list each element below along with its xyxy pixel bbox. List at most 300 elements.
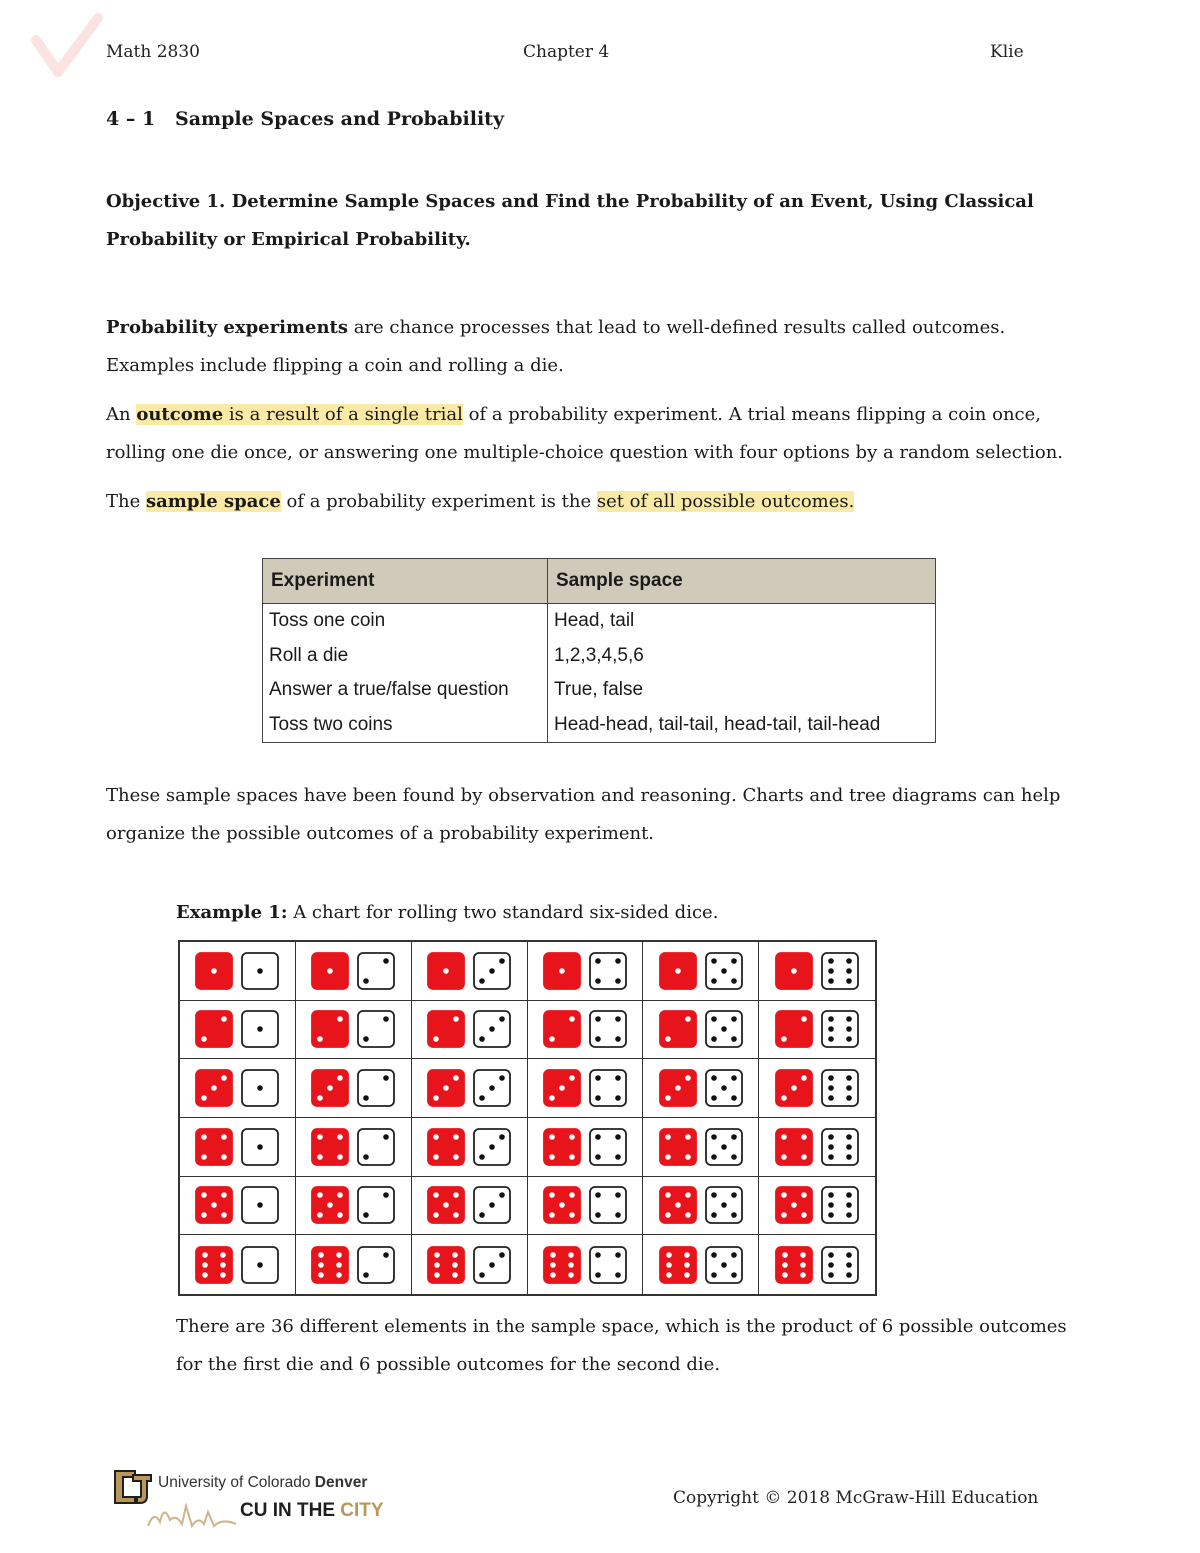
paragraph-conclusion — [176, 1308, 1096, 1384]
pip — [685, 1134, 691, 1140]
pip — [615, 958, 621, 964]
red-die-5 — [775, 1186, 813, 1224]
pip — [489, 1262, 495, 1268]
pip — [731, 1037, 737, 1043]
pip — [684, 1262, 690, 1268]
pip — [782, 1252, 788, 1258]
pip — [212, 1203, 218, 1209]
pip — [258, 1144, 264, 1150]
pip — [711, 978, 717, 984]
dice-outcome-1-4 — [528, 942, 644, 1001]
pip — [452, 1272, 458, 1278]
pip — [846, 1075, 852, 1081]
pip — [665, 1037, 671, 1043]
logo-university-name — [158, 1474, 367, 1492]
pip — [595, 1095, 601, 1101]
example-text: A chart for rolling two standard six-sided dice. — [287, 902, 719, 923]
pip — [828, 1037, 834, 1043]
white-die-1 — [241, 952, 279, 990]
white-die-2 — [357, 1246, 395, 1284]
pip — [685, 1193, 691, 1199]
pip — [383, 1252, 389, 1258]
pip — [258, 1085, 264, 1091]
dice-outcome-6-2 — [296, 1235, 412, 1294]
pip — [489, 1203, 495, 1209]
pip — [202, 1037, 208, 1043]
pip — [433, 1213, 439, 1219]
section-title: 4 – 1 Sample Spaces and Probability — [106, 108, 504, 130]
pip — [721, 1262, 727, 1268]
white-die-4 — [589, 1186, 627, 1224]
red-die-3 — [775, 1069, 813, 1107]
white-die-4 — [589, 952, 627, 990]
pip — [711, 1154, 717, 1160]
pip — [731, 1213, 737, 1219]
pip — [202, 1095, 208, 1101]
pip — [731, 1134, 737, 1140]
dice-outcome-5-6 — [759, 1177, 875, 1236]
pip — [383, 1017, 389, 1023]
red-die-5 — [659, 1186, 697, 1224]
pip — [801, 1193, 807, 1199]
pip — [846, 1037, 852, 1043]
pip — [433, 1037, 439, 1043]
dice-outcome-5-4 — [528, 1177, 644, 1236]
red-die-1 — [427, 952, 465, 990]
pip — [828, 1027, 834, 1033]
pip — [499, 1134, 505, 1140]
pip — [615, 1213, 621, 1219]
pip — [202, 1134, 208, 1140]
pip — [846, 1203, 852, 1209]
red-die-3 — [195, 1069, 233, 1107]
red-die-3 — [311, 1069, 349, 1107]
red-die-3 — [543, 1069, 581, 1107]
pip — [828, 1272, 834, 1278]
pip — [453, 1017, 459, 1023]
pip — [549, 1037, 555, 1043]
pip — [222, 1154, 228, 1160]
pip — [846, 1272, 852, 1278]
experiment-cell: Answer a true/false question — [263, 673, 548, 708]
pip — [568, 1252, 574, 1258]
red-die-4 — [427, 1128, 465, 1166]
pip — [675, 1203, 681, 1209]
pip — [489, 1085, 495, 1091]
white-die-5 — [705, 1186, 743, 1224]
paragraph-text: for the first die and 6 possible outcomes for the second die. — [176, 1354, 721, 1375]
pip — [479, 978, 485, 984]
pip — [685, 1075, 691, 1081]
pip — [615, 1017, 621, 1023]
red-die-6 — [195, 1246, 233, 1284]
dice-outcome-1-2 — [296, 942, 412, 1001]
pip — [731, 958, 737, 964]
white-die-2 — [357, 1069, 395, 1107]
pip — [711, 958, 717, 964]
pip — [665, 1193, 671, 1199]
table-row — [263, 708, 936, 743]
pip — [258, 1203, 264, 1209]
pip — [549, 1095, 555, 1101]
header-course: Math 2830 — [106, 42, 200, 62]
pip — [791, 1203, 797, 1209]
white-die-5 — [705, 1069, 743, 1107]
pip — [568, 1272, 574, 1278]
pip — [711, 1213, 717, 1219]
pip — [222, 1193, 228, 1199]
pip — [489, 968, 495, 974]
pip — [203, 1252, 209, 1258]
pip — [336, 1272, 342, 1278]
paragraph-text: An — [106, 404, 137, 425]
pip — [846, 968, 852, 974]
pip — [434, 1262, 440, 1268]
red-die-6 — [311, 1246, 349, 1284]
sample-space-table — [262, 558, 936, 743]
dice-outcome-5-2 — [296, 1177, 412, 1236]
pip — [258, 1262, 264, 1268]
dice-outcome-2-1 — [180, 1001, 296, 1060]
pip — [782, 1272, 788, 1278]
pip — [453, 1193, 459, 1199]
pip — [327, 1085, 333, 1091]
pip — [550, 1272, 556, 1278]
pip — [781, 1213, 787, 1219]
pip — [711, 1193, 717, 1199]
pip — [443, 1085, 449, 1091]
white-die-2 — [357, 952, 395, 990]
dice-outcome-6-6 — [759, 1235, 875, 1294]
red-die-2 — [659, 1010, 697, 1048]
red-die-1 — [775, 952, 813, 990]
objective-line-2: Probability or Empirical Probability. — [106, 229, 471, 250]
paragraph-text: These sample spaces have been found by observation and reasoning. Charts and tree diagrams can help — [106, 785, 1061, 806]
pip — [595, 958, 601, 964]
highlight-text: set of all possible outcomes. — [596, 491, 855, 512]
pip — [595, 1037, 601, 1043]
pip — [317, 1213, 323, 1219]
paragraph-observation — [106, 777, 1096, 853]
pip — [615, 1154, 621, 1160]
pip — [846, 1213, 852, 1219]
pip — [433, 1134, 439, 1140]
pip — [731, 1075, 737, 1081]
pip — [801, 1213, 807, 1219]
white-die-5 — [705, 1010, 743, 1048]
dice-outcome-6-5 — [643, 1235, 759, 1294]
pip — [615, 978, 621, 984]
pip — [711, 1037, 717, 1043]
pip — [363, 1272, 369, 1278]
objective-line-1: Objective 1. Determine Sample Spaces and Find the Probability of an Event, Using Classical — [106, 191, 1034, 212]
pip — [479, 1095, 485, 1101]
pip — [711, 1075, 717, 1081]
dice-outcome-1-3 — [412, 942, 528, 1001]
pip — [549, 1213, 555, 1219]
red-die-6 — [543, 1246, 581, 1284]
red-die-2 — [427, 1010, 465, 1048]
pip — [781, 1095, 787, 1101]
pip — [711, 1017, 717, 1023]
pip — [731, 1193, 737, 1199]
pip — [453, 1075, 459, 1081]
pip — [731, 1017, 737, 1023]
pip — [203, 1262, 209, 1268]
white-die-2 — [357, 1010, 395, 1048]
pip — [595, 1213, 601, 1219]
pip — [559, 1203, 565, 1209]
pip — [549, 1134, 555, 1140]
dice-outcome-4-5 — [643, 1118, 759, 1177]
paragraph-text: There are 36 different elements in the sample space, which is the product of 6 possible outcomes — [176, 1316, 1067, 1337]
white-die-3 — [473, 1128, 511, 1166]
pip — [222, 1213, 228, 1219]
column-header-sample-space: Sample space — [548, 559, 936, 604]
pip — [569, 1154, 575, 1160]
pip — [828, 978, 834, 984]
pip — [258, 1027, 264, 1033]
dice-outcome-3-6 — [759, 1059, 875, 1118]
pip — [731, 1154, 737, 1160]
red-die-3 — [427, 1069, 465, 1107]
pip — [317, 1037, 323, 1043]
pip — [212, 968, 218, 974]
red-die-4 — [543, 1128, 581, 1166]
pip — [317, 1154, 323, 1160]
red-die-2 — [775, 1010, 813, 1048]
white-die-4 — [589, 1069, 627, 1107]
white-die-3 — [473, 1186, 511, 1224]
pip — [721, 1027, 727, 1033]
dice-outcome-4-6 — [759, 1118, 875, 1177]
paragraph-text: The — [106, 491, 146, 512]
white-die-1 — [241, 1246, 279, 1284]
pip — [685, 1017, 691, 1023]
pip — [202, 1193, 208, 1199]
red-die-4 — [659, 1128, 697, 1166]
pip — [383, 1075, 389, 1081]
table-row — [263, 639, 936, 674]
table-header-row — [263, 559, 936, 604]
red-die-2 — [543, 1010, 581, 1048]
pip — [595, 1252, 601, 1258]
pip — [559, 1085, 565, 1091]
watermark-icon — [28, 10, 108, 82]
pip — [711, 1272, 717, 1278]
dice-outcome-3-2 — [296, 1059, 412, 1118]
paragraph-text: organize the possible outcomes of a probability experiment. — [106, 823, 655, 844]
logo-tagline — [240, 1500, 384, 1522]
sample-space-cell: 1,2,3,4,5,6 — [548, 639, 936, 674]
pip — [665, 1095, 671, 1101]
header-chapter: Chapter 4 — [523, 42, 610, 62]
white-die-6 — [821, 1186, 859, 1224]
white-die-3 — [473, 1246, 511, 1284]
logo-tagline-a: CU IN THE — [240, 1500, 341, 1521]
pip — [479, 1154, 485, 1160]
white-die-3 — [473, 952, 511, 990]
pip — [675, 968, 681, 974]
pip — [337, 1213, 343, 1219]
pip — [569, 1017, 575, 1023]
pip — [828, 968, 834, 974]
pip — [499, 958, 505, 964]
pip — [828, 1017, 834, 1023]
experiment-cell: Toss one coin — [263, 604, 548, 639]
white-die-1 — [241, 1010, 279, 1048]
white-die-1 — [241, 1128, 279, 1166]
white-die-4 — [589, 1010, 627, 1048]
pip — [711, 1252, 717, 1258]
pip — [828, 1193, 834, 1199]
pip — [665, 1134, 671, 1140]
paragraph-text: are chance processes that lead to well-defined results called outcomes. — [348, 317, 1006, 338]
highlight-text: is a result of a single trial — [223, 404, 463, 425]
pip — [363, 1095, 369, 1101]
white-die-4 — [589, 1128, 627, 1166]
dice-outcome-1-6 — [759, 942, 875, 1001]
red-die-5 — [195, 1186, 233, 1224]
pip — [318, 1272, 324, 1278]
dice-outcome-2-4 — [528, 1001, 644, 1060]
pip — [685, 1154, 691, 1160]
pip — [615, 1134, 621, 1140]
experiment-cell: Roll a die — [263, 639, 548, 674]
pip — [846, 1193, 852, 1199]
experiment-cell: Toss two coins — [263, 708, 548, 743]
pip — [846, 1252, 852, 1258]
pip — [363, 978, 369, 984]
pip — [318, 1262, 324, 1268]
pip — [846, 1095, 852, 1101]
pip — [212, 1085, 218, 1091]
pip — [452, 1252, 458, 1258]
pip — [595, 1154, 601, 1160]
pip — [363, 1154, 369, 1160]
dice-outcome-6-4 — [528, 1235, 644, 1294]
pip — [731, 1272, 737, 1278]
pip — [559, 968, 565, 974]
header-author: Klie — [990, 42, 1024, 62]
pip — [846, 1027, 852, 1033]
pip — [846, 1144, 852, 1150]
white-die-6 — [821, 1010, 859, 1048]
term-sample-space: sample space — [145, 491, 281, 512]
red-die-1 — [311, 952, 349, 990]
pip — [479, 1213, 485, 1219]
pip — [731, 978, 737, 984]
pip — [828, 1154, 834, 1160]
pip — [453, 1134, 459, 1140]
pip — [721, 1144, 727, 1150]
dice-outcome-5-3 — [412, 1177, 528, 1236]
pip — [615, 1075, 621, 1081]
pip — [499, 1017, 505, 1023]
pip — [800, 1272, 806, 1278]
red-die-1 — [543, 952, 581, 990]
pip — [711, 1134, 717, 1140]
pip — [846, 1154, 852, 1160]
pip — [595, 1272, 601, 1278]
dice-outcome-2-5 — [643, 1001, 759, 1060]
dice-outcome-4-3 — [412, 1118, 528, 1177]
pip — [615, 1037, 621, 1043]
red-die-1 — [195, 952, 233, 990]
white-die-3 — [473, 1010, 511, 1048]
white-die-5 — [705, 1246, 743, 1284]
pip — [666, 1262, 672, 1268]
pip — [317, 1095, 323, 1101]
pip — [337, 1193, 343, 1199]
pip — [479, 1272, 485, 1278]
pip — [846, 1085, 852, 1091]
pip — [452, 1262, 458, 1268]
dice-outcome-6-3 — [412, 1235, 528, 1294]
pip — [221, 1262, 227, 1268]
pip — [828, 1252, 834, 1258]
pip — [337, 1017, 343, 1023]
dice-outcome-4-4 — [528, 1118, 644, 1177]
pip — [801, 1154, 807, 1160]
logo-text: University of Colorado — [158, 1474, 315, 1491]
white-die-6 — [821, 1128, 859, 1166]
pip — [828, 1085, 834, 1091]
pip — [828, 1213, 834, 1219]
pip — [453, 1213, 459, 1219]
pip — [383, 958, 389, 964]
pip — [569, 1075, 575, 1081]
pip — [363, 1037, 369, 1043]
pip — [550, 1252, 556, 1258]
pip — [828, 958, 834, 964]
pip — [549, 1193, 555, 1199]
pip — [317, 1134, 323, 1140]
pip — [489, 1144, 495, 1150]
pip — [221, 1272, 227, 1278]
pip — [363, 1213, 369, 1219]
pip — [828, 1144, 834, 1150]
pip — [828, 1203, 834, 1209]
dice-outcome-2-6 — [759, 1001, 875, 1060]
logo-text-bold: Denver — [314, 1474, 368, 1491]
dice-outcome-1-1 — [180, 942, 296, 1001]
pip — [846, 1017, 852, 1023]
logo-tagline-b: CITY — [340, 1500, 384, 1521]
pip — [499, 1075, 505, 1081]
dice-outcome-3-4 — [528, 1059, 644, 1118]
white-die-5 — [705, 952, 743, 990]
pip — [846, 958, 852, 964]
pip — [711, 1095, 717, 1101]
pip — [569, 1213, 575, 1219]
pip — [327, 1203, 333, 1209]
pip — [595, 1017, 601, 1023]
white-die-6 — [821, 952, 859, 990]
pip — [499, 1193, 505, 1199]
pip — [203, 1272, 209, 1278]
pip — [222, 1134, 228, 1140]
pip — [337, 1154, 343, 1160]
pip — [615, 1193, 621, 1199]
pip — [800, 1262, 806, 1268]
pip — [317, 1193, 323, 1199]
dice-outcome-3-1 — [180, 1059, 296, 1118]
pip — [721, 1085, 727, 1091]
pip — [615, 1252, 621, 1258]
pip — [549, 1154, 555, 1160]
pip — [383, 1193, 389, 1199]
